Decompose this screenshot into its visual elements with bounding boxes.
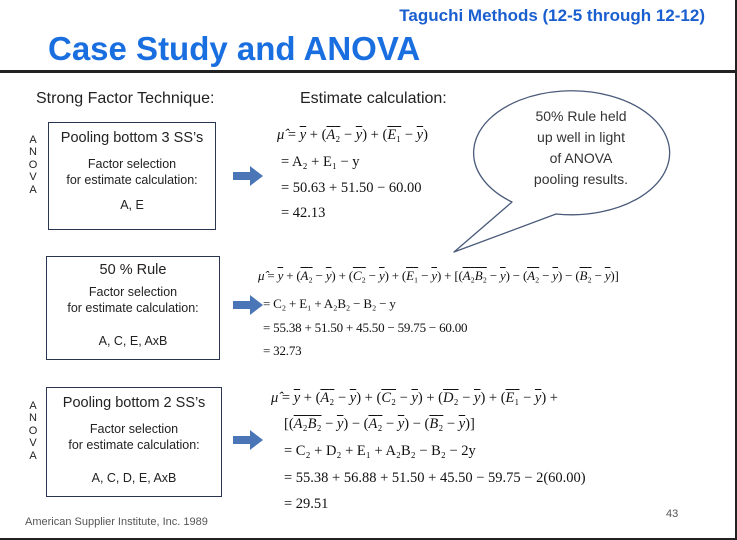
side-letter: V — [29, 171, 37, 184]
estimate-equation-3-line-3: = C₂ + D₂ + E₁ + A₂B₂ − B₂ − 2y — [284, 443, 476, 459]
right-arrow-icon — [232, 294, 264, 316]
panel-50-rule-box — [46, 256, 220, 360]
estimate-equation-2-line-2: = C₂ + E₁ + A₂B₂ − B₂ − y — [263, 296, 396, 311]
estimate-result-2: = 32.73 — [263, 343, 302, 358]
slide-title: Case Study and ANOVA — [48, 30, 421, 67]
panel-pooling-3-box — [48, 122, 216, 230]
source-credit: American Supplier Institute, Inc. 1989 — [25, 516, 208, 528]
side-letter: N — [29, 412, 37, 425]
estimate-equation-3-line-1: μ̂ = $\overline{y} + (A_2 - \overline{y}) + (C_2 - \overline{y}) + (D_2 - \overline{y}) + (E_1 - \overline{y})$ + — [271, 390, 558, 406]
selection-label-1: Factor selection — [88, 285, 178, 299]
side-letter: V — [29, 437, 37, 450]
panel-title: Pooling bottom 3 SS’s — [60, 130, 204, 146]
panel-title: 50 % Rule — [99, 262, 167, 278]
right-arrow-icon — [232, 165, 264, 187]
title-divider — [0, 70, 737, 73]
section-subtitle: Taguchi Methods (12-5 through 12-12) — [399, 6, 705, 25]
selection-label-1: Factor selection — [89, 422, 179, 436]
estimate-equation-2-line-3: = 55.38 + 51.50 + 45.50 − 59.75 − 60.00 — [263, 320, 468, 335]
bubble-line: pooling results. — [533, 171, 629, 187]
selection-label-2: for estimate calculation: — [67, 301, 199, 315]
right-column-heading: Estimate calculation: — [300, 90, 447, 107]
selection-label-2: for estimate calculation: — [68, 438, 200, 452]
bubble-note — [500, 106, 662, 190]
anova-vertical-label-1 — [26, 134, 40, 196]
side-letter: N — [29, 146, 37, 159]
panel-title: Pooling bottom 2 SS’s — [62, 395, 206, 411]
right-arrow-icon — [232, 429, 264, 451]
estimate-equation-2-line-1: μ̂ = $\overline{y} + (A_2 - \overline{y}) + (C_2 - \overline{y}) + (E_1 - \overline{y}) + [(A_2B_2 - \overline{y}) - (A_2 - \overline{y}) - (B_2 - \overline{y})]$ — [258, 268, 619, 283]
factor-list: A, C, E, AxB — [98, 334, 168, 348]
selection-label-2: for estimate calculation: — [66, 173, 198, 187]
side-letter: A — [29, 134, 37, 146]
bubble-line: of ANOVA — [549, 150, 613, 166]
bubble-line: 50% Rule held — [535, 108, 627, 124]
left-column-heading: Strong Factor Technique: — [36, 90, 215, 107]
page-number: 43 — [666, 508, 679, 520]
side-letter: O — [28, 424, 38, 437]
estimate-result-3: = 29.51 — [284, 496, 329, 512]
estimate-equation-3-line-4: = 55.38 + 56.88 + 51.50 + 45.50 − 59.75 − 2(60.00) — [284, 470, 586, 486]
estimate-equation-1-line-2: = A₂ + E₁ − y — [281, 154, 360, 170]
estimate-equation-1-line-3: = 50.63 + 51.50 − 60.00 — [281, 180, 422, 196]
side-letter: A — [29, 449, 37, 462]
factor-list: A, E — [120, 198, 144, 212]
estimate-equation-1-line-1: μ̂ = $\overline{y} + (A_2 - \overline{y}) + (E_1 - \overline{y})$ — [277, 127, 428, 143]
bubble-line: up well in light — [537, 129, 625, 145]
estimate-equation-3-line-2: $[(A_2B_2 - \overline{y}) - (A_2 - \overline{y}) - (B_2 - \overline{y})]$ — [284, 416, 475, 432]
side-letter: A — [29, 183, 37, 196]
estimate-result-1: = 42.13 — [281, 205, 326, 221]
side-letter: O — [28, 158, 38, 171]
selection-label-1: Factor selection — [87, 157, 177, 171]
anova-vertical-label-2 — [26, 400, 40, 462]
factor-list: A, C, D, E, AxB — [91, 471, 177, 485]
panel-pooling-2-box — [46, 387, 222, 497]
side-letter: A — [29, 400, 37, 412]
